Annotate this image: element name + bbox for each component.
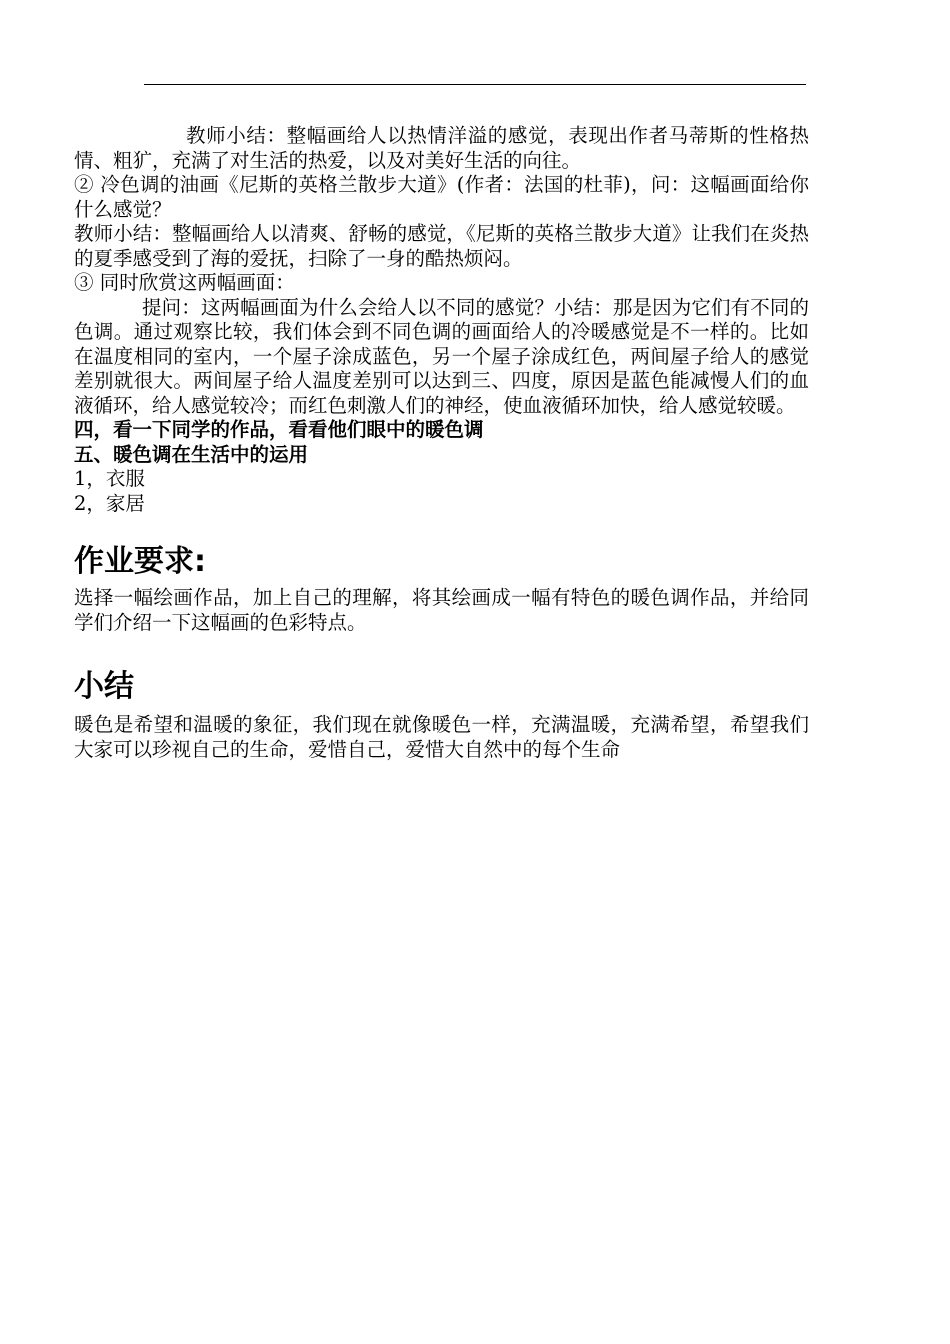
teacher-summary-2: 教师小结：整幅画给人以清爽、舒畅的感觉，《尼斯的英格兰散步大道》让我们在炎热的夏季感受到了海的爱抚，扫除了一身的酷热烦闷。 xyxy=(74,222,809,270)
homework-title: 作业要求: xyxy=(74,544,206,579)
section-five-heading: 五、暖色调在生活中的运用 xyxy=(74,442,309,466)
list-item: 2，家居 xyxy=(74,491,145,515)
document-body xyxy=(74,124,809,762)
teacher-summary-1: 教师小结：整幅画给人以热情洋溢的感觉，表现出作者马蒂斯的性格热情、粗犷，充满了对生活的热爱，以及对美好生活的向往。 xyxy=(74,124,809,172)
question-and-summary: 提问：这两幅画面为什么会给人以不同的感觉？小结：那是因为它们有不同的色调。通过观察比较，我们体会到不同色调的画面给人的冷暖感觉是不一样的。比如在温度相同的室内，一个屋子涂成蓝色，另一个屋子涂成红色，两间屋子给人的感觉差别就很大。两间屋子给人温度差别可以达到三、四度，原因是蓝色能减慢人们的血液循环，给人感觉较冷；而红色刺激人们的神经，使血液循环加快，给人感觉较暖。 xyxy=(74,295,809,417)
homework-text: 选择一幅绘画作品，加上自己的理解，将其绘画成一幅有特色的暖色调作品，并给同学们介绍一下这幅画的色彩特点。 xyxy=(74,586,809,634)
question-cool-painting: ② 冷色调的油画《尼斯的英格兰散步大道》(作者：法国的杜菲)，问：这幅画面给你什么感觉？ xyxy=(74,173,809,221)
summary-title: 小结 xyxy=(74,669,134,704)
compare-paintings: ③ 同时欣赏这两幅画面： xyxy=(74,271,295,294)
header-rule xyxy=(144,84,806,85)
list-item: 1，衣服 xyxy=(74,467,145,490)
section-four-heading: 四，看一下同学的作品，看看他们眼中的暖色调 xyxy=(74,418,484,441)
summary-text: 暖色是希望和温暖的象征，我们现在就像暖色一样，充满温暖，充满希望，希望我们大家可以珍视自己的生命，爱惜自己，爱惜大自然中的每个生命 xyxy=(74,713,809,761)
